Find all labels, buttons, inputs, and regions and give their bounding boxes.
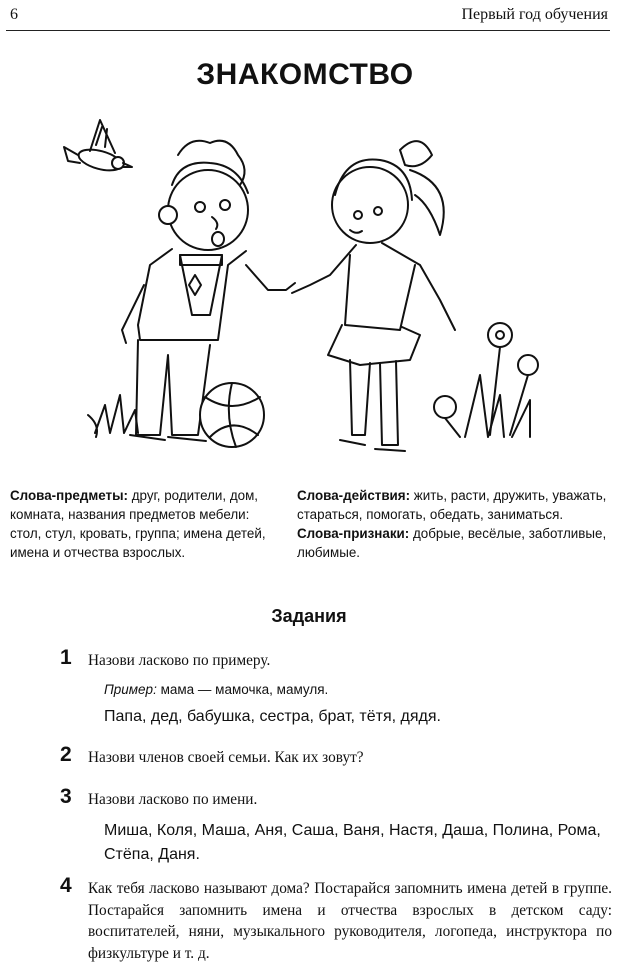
flowers-drawing [434, 323, 538, 437]
example-label: Пример: [104, 681, 157, 697]
vocab-adjectives-text: добрые, весёлые, заботливые, любимые. [297, 526, 607, 560]
vocab-verbs-adjectives [297, 486, 609, 562]
task-number: 4 [60, 874, 72, 897]
example-text: мама — мамочка, мамуля. [156, 681, 329, 697]
bird-drawing [64, 120, 132, 174]
header-rule [6, 30, 610, 31]
tasks-heading: Задания [271, 606, 347, 626]
page-header [10, 6, 608, 28]
illustration-children-meeting [60, 115, 560, 480]
task-3 [60, 785, 612, 867]
vocab-adjectives-label: Слова-признаки: [297, 526, 410, 541]
task-2 [60, 743, 612, 769]
vocab-nouns-label: Слова-предметы: [10, 488, 128, 503]
task-example [104, 682, 612, 697]
task-text: Назови ласково по примеру. [88, 652, 271, 669]
vocab-adjectives [297, 524, 609, 562]
vocab-nouns-text: друг, родители, дом, комната, названия предметов мебели: стол, стул, кровать, группа; имена детей, имена и отчества взрослых. [10, 488, 266, 560]
task-number: 1 [60, 646, 72, 669]
task-number: 3 [60, 785, 72, 808]
task-text: Назови членов своей семьи. Как их зовут? [88, 749, 364, 766]
vocab-verbs-text: жить, расти, дружить, уважать, стараться, помогать, обедать, заниматься. [297, 488, 607, 522]
vocab-verbs [297, 486, 609, 524]
page-title: ЗНАКОМСТВО [196, 58, 414, 91]
page-number: 6 [10, 6, 18, 23]
girl-drawing [292, 141, 455, 451]
task-1 [60, 646, 612, 729]
task-text: Как тебя ласково называют дома? Постарайся запомнить имена детей в группе. Постарайся запомнить имена и отчества взрослых в детском саду: воспитателей, няни, музыкального руководителя, логопеда, инструктора по физкультуре и т. д. [88, 880, 612, 962]
task-text: Назови ласково по имени. [88, 791, 258, 808]
task-4 [60, 874, 612, 964]
task-words: Миша, Коля, Маша, Аня, Саша, Ваня, Настя, Даша, Полина, Рома, Стёпа, Даня. [104, 821, 601, 863]
task-words: Папа, дед, бабушка, сестра, брат, тётя, дядя. [104, 707, 441, 725]
task-number: 2 [60, 743, 72, 766]
vocab-nouns [10, 486, 280, 562]
vocab-verbs-label: Слова-действия: [297, 488, 411, 503]
running-title: Первый год обучения [461, 6, 608, 23]
